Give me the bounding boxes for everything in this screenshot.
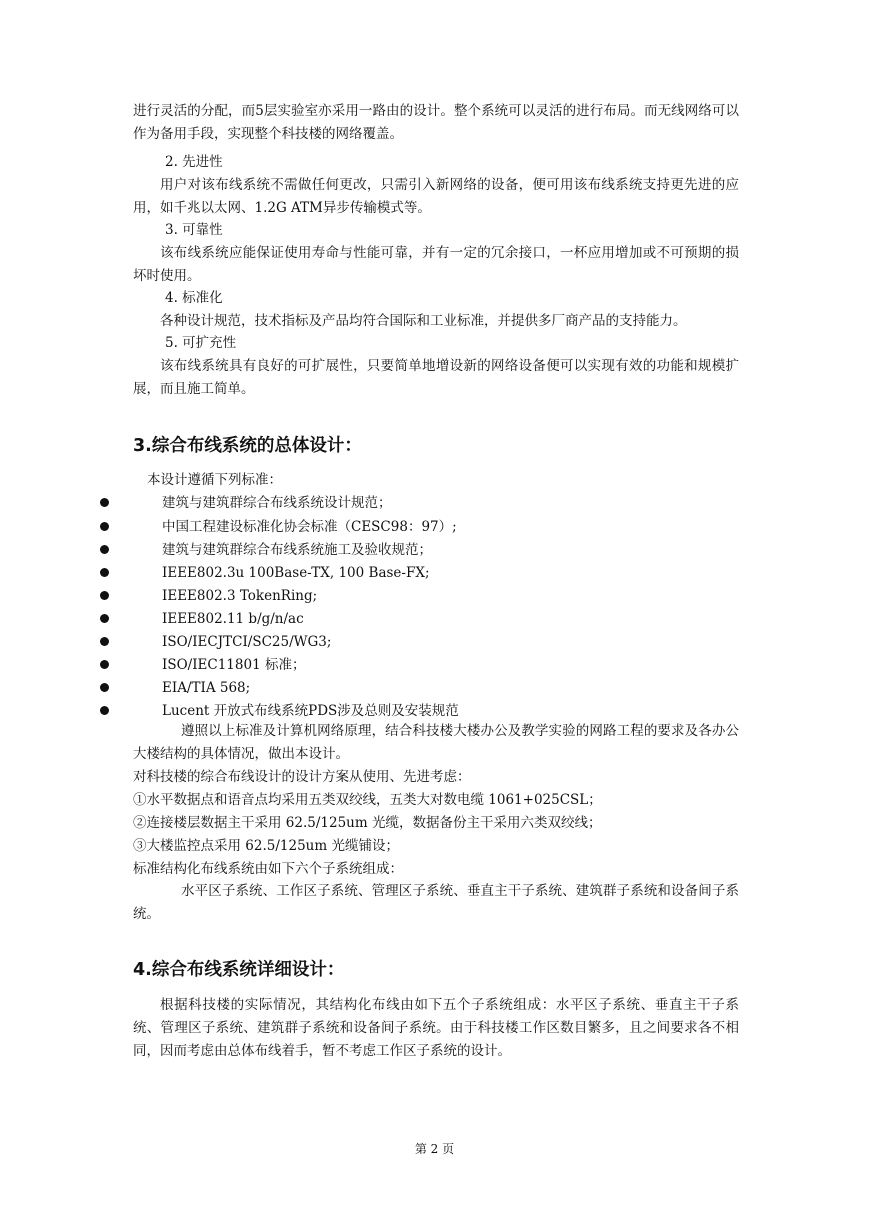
bullet-icon	[100, 637, 109, 646]
list-item: IEEE802.3u 100Base-TX, 100 Base-FX;	[0, 562, 869, 584]
list-item: 建筑与建筑群综合布线系统施工及验收规范；	[0, 539, 869, 561]
bullet-icon	[100, 660, 109, 669]
item-body-expandability: 该布线系统具有良好的可扩展性，只要简单地增设新的网络设备便可以实现有效的功能和规模扩展，而且施工简单。	[133, 358, 739, 397]
bullet-icon	[100, 706, 109, 715]
list-item: EIA/TIA 568;	[0, 677, 869, 699]
plan-item: ③大楼监控点采用 62.5/125um 光缆铺设；	[133, 838, 399, 854]
section4-title: 4.综合布线系统详细设计：	[133, 960, 345, 980]
item-heading-standardization: 4. 标准化	[165, 290, 223, 306]
item-heading-expandability: 5. 可扩充性	[165, 335, 237, 351]
continuation-paragraph: 进行灵活的分配，而5层实验室亦采用一路由的设计。整个系统可以灵活的进行布局。而无线网络可以作为备用手段，实现整个科技楼的网络覆盖。	[133, 103, 739, 142]
list-item: ISO/IECJTCI/SC25/WG3;	[0, 631, 869, 653]
section3-title: 3.综合布线系统的总体设计：	[133, 436, 362, 456]
standards-intro: 本设计遵循下列标准：	[147, 472, 282, 488]
bullet-icon	[100, 683, 109, 692]
list-item: IEEE802.3 TokenRing;	[0, 585, 869, 607]
plan-item: ②连接楼层数据主干采用 62.5/125um 光缆，数据备份主干采用六类双绞线；	[133, 815, 602, 831]
bullet-icon	[100, 591, 109, 600]
design-basis-paragraph: 遵照以上标准及计算机网络原理，结合科技楼大楼办公及教学实验的网路工程的要求及各办公大楼结构的具体情况，做出本设计。	[133, 723, 739, 762]
bullet-icon	[100, 522, 109, 531]
item-body-standardization: 各种设计规范，技术指标及产品均符合国际和工业标准，并提供多厂商产品的支持能力。	[160, 313, 687, 329]
bullet-icon	[100, 545, 109, 554]
page-number: 第 2 页	[414, 1142, 455, 1156]
list-item: 中国工程建设标准化协会标准（CESC98：97）;	[0, 516, 869, 538]
item-heading-advanced: 2. 先进性	[165, 154, 223, 170]
plan-item: ①水平数据点和语音点均采用五类双绞线，五类大对数电缆 1061+025CSL；	[133, 792, 602, 808]
item-body-advanced: 用户对该布线系统不需做任何更改，只需引入新网络的设备，便可用该布线系统支持更先进的应用，如千兆以太网、1.2G ATM异步传输模式等。	[133, 177, 739, 216]
bullet-icon	[100, 568, 109, 577]
bullet-icon	[100, 614, 109, 623]
subsystem-list-paragraph: 水平区子系统、工作区子系统、管理区子系统、垂直主干子系统、建筑群子系统和设备间子系统。	[133, 883, 739, 922]
list-item: ISO/IEC11801 标准；	[0, 654, 869, 676]
list-item: Lucent 开放式布线系统PDS涉及总则及安装规范	[0, 700, 869, 722]
section4-paragraph: 根据科技楼的实际情况，其结构化布线由如下五个子系统组成：水平区子系统、垂直主干子系统、管理区子系统、建筑群子系统和设备间子系统。由于科技楼工作区数目繁多，且之间要求各不相同，因而考虑由总体布线着手，暂不考虑工作区子系统的设计。	[133, 997, 739, 1059]
bullet-icon	[100, 498, 109, 507]
list-item: 建筑与建筑群综合布线系统设计规范；	[0, 492, 869, 514]
plan-intro: 对科技楼的综合布线设计的设计方案从使用、先进考虑：	[133, 769, 471, 785]
item-body-reliability: 该布线系统应能保证使用寿命与性能可靠，并有一定的冗余接口，一杯应用增加或不可预期的损坏时使用。	[133, 245, 739, 284]
list-item: IEEE802.11 b/g/n/ac	[0, 608, 869, 630]
subsystem-intro: 标准结构化布线系统由如下六个子系统组成：	[133, 861, 403, 877]
item-heading-reliability: 3. 可靠性	[165, 222, 223, 238]
